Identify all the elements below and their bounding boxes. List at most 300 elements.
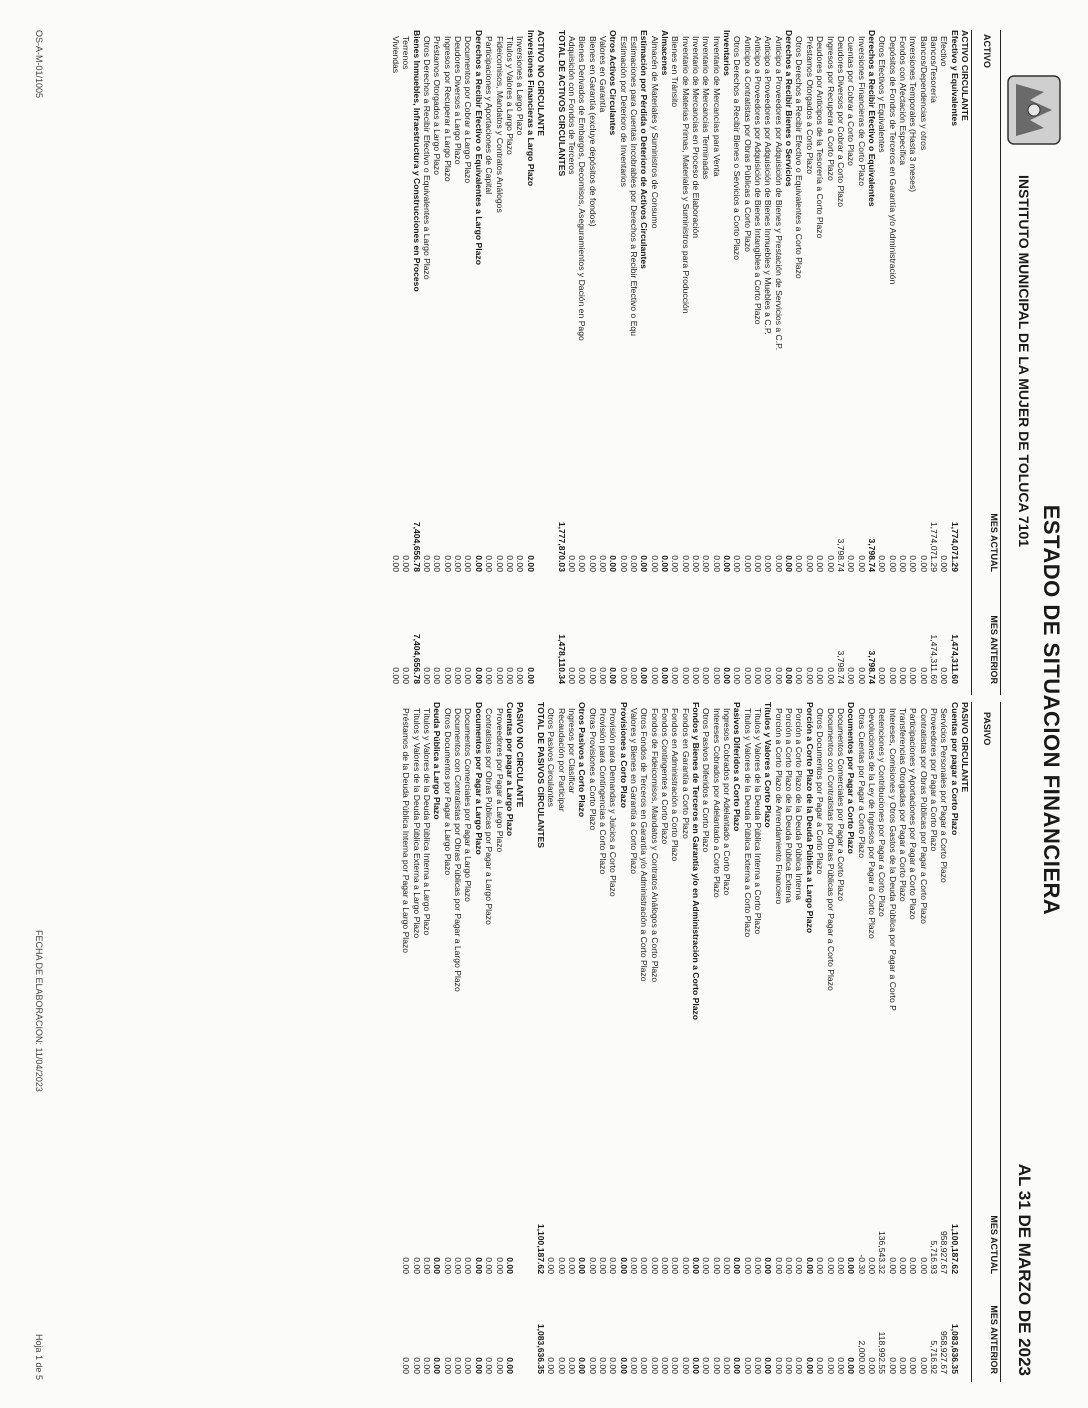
current-month-value: 0.00 — [939, 555, 950, 572]
previous-month-value: 0.00 — [753, 667, 764, 684]
row-label: Otros Derechos a Recibir Efectivo o Equivalentes a Largo Plazo — [422, 36, 433, 280]
asset-row — [422, 30, 432, 695]
row-label: Títulos y Valores a Largo Plazo — [504, 36, 515, 155]
current-month-value: 0.00 — [866, 1257, 877, 1274]
assets-previous-month-header: MES ANTERIOR — [989, 615, 999, 684]
liability-row — [939, 702, 949, 1382]
current-month-value: 0.00 — [732, 1257, 743, 1274]
row-label: Otros Derechos a Recibir Bienes o Servicios a Corto Plazo — [732, 36, 743, 261]
current-month-value: 0.00 — [877, 555, 888, 572]
previous-month-value: 0.00 — [484, 667, 495, 684]
previous-month-value: 0.00 — [794, 667, 805, 684]
asset-row — [494, 30, 504, 695]
previous-month-value: 0.00 — [546, 1357, 557, 1374]
previous-month-value: 0.00 — [660, 1357, 671, 1374]
row-label: Devoluciones de la Ley de Ingresos por Pagar a Corto Plazo — [866, 708, 877, 939]
row-label: Porción a Corto Plazo de Arrendamiento Financiero — [773, 708, 784, 905]
current-month-value: 0.00 — [680, 555, 691, 572]
liability-row — [805, 702, 815, 1382]
current-month-value: 0.00 — [473, 1257, 484, 1274]
previous-month-value: 0.00 — [401, 667, 412, 684]
previous-month-value: 1,083,636.35 — [949, 1323, 960, 1374]
previous-month-value: 3,798.74 — [835, 650, 846, 684]
row-label: Estimación por Deterioro de Inventarios — [618, 36, 629, 187]
asset-row — [670, 30, 680, 695]
current-month-value: 0.00 — [908, 1257, 919, 1274]
liabilities-previous-month-header: MES ANTERIOR — [989, 1305, 999, 1374]
assets-header — [971, 30, 1001, 695]
asset-row — [546, 30, 556, 695]
previous-month-value: 0.00 — [504, 667, 515, 684]
current-month-value: 0.00 — [825, 555, 836, 572]
row-label: Documentos por Pagar a Corto Plazo — [846, 702, 857, 854]
row-label: Ingresos Cobrados por Adelantado a Corto Plazo — [722, 708, 733, 896]
liability-row — [732, 702, 742, 1382]
row-label: Otras Cuentas por Pagar a Corto Plazo — [856, 708, 867, 858]
previous-month-value: 0.00 — [866, 1357, 877, 1374]
liability-row — [691, 702, 701, 1382]
liability-row — [453, 702, 463, 1382]
previous-month-value: 0.00 — [887, 667, 898, 684]
row-label: Ingresos por Clasificar — [566, 708, 577, 794]
row-label: Proveedores por Pagar a Corto Plazo — [928, 708, 939, 852]
current-month-value: 7,404,656.78 — [411, 521, 422, 572]
previous-month-value: 0.00 — [804, 667, 815, 684]
current-month-value: 0.00 — [597, 555, 608, 572]
liability-row — [929, 702, 939, 1382]
row-label: Provisión para Contingencias a Corto Plazo — [597, 708, 608, 875]
previous-month-value: 0.00 — [566, 667, 577, 684]
liability-row — [411, 702, 421, 1382]
liability-row — [742, 702, 752, 1382]
current-month-value: 0.00 — [484, 555, 495, 572]
row-label: Fondos y Bienes de Terceros en Garantía y/o en Administración a Corto Plazo — [691, 702, 702, 1021]
row-label: Retenciones y Contribuciones por Pagar a Corto Plazo — [877, 708, 888, 917]
row-label: Derechos a Recibir Bienes o Servicios — [784, 30, 795, 187]
row-label: Fideicomisos, Mandatos y Contratos Análogos — [494, 36, 505, 213]
asset-row — [805, 30, 815, 695]
row-label: Otros Activos Circulantes — [608, 30, 619, 136]
previous-month-value: 1,478,110.34 — [556, 634, 567, 684]
row-label: Fondos Contingentes a Corto Plazo — [660, 708, 671, 845]
previous-month-value: 0.00 — [939, 667, 950, 684]
previous-month-value: 0.00 — [773, 1357, 784, 1374]
current-month-value: 0.00 — [422, 555, 433, 572]
elaboration-date: FECHA DE ELABORACION: 11/04/2023 — [34, 930, 44, 1092]
current-month-value: 0.00 — [742, 1257, 753, 1274]
previous-month-value: 0.00 — [556, 1357, 567, 1374]
asset-row — [639, 30, 649, 695]
asset-row — [660, 30, 670, 695]
asset-row — [877, 30, 887, 695]
current-month-value: 0.00 — [753, 555, 764, 572]
liability-row — [432, 702, 442, 1382]
liability-row — [846, 702, 856, 1382]
previous-month-value: 0.00 — [701, 1357, 712, 1374]
row-label: Contratistas por Obras Públicas por Pagar a Largo Plazo — [484, 708, 495, 925]
current-month-value: 3,798.74 — [835, 538, 846, 572]
liability-row — [494, 702, 504, 1382]
row-label: Bienes Inmuebles, Infraestructura y Construcciones en Proceso — [411, 30, 422, 292]
asset-row — [773, 30, 783, 695]
liability-row — [525, 702, 535, 1382]
previous-month-value: 0.00 — [773, 667, 784, 684]
liability-row — [536, 702, 546, 1382]
row-label: Préstamos de la Deuda Pública Interna por Pagar a Largo Plazo — [401, 708, 412, 954]
row-label: Títulos y Valores de la Deuda Pública Interna a Largo Plazo — [422, 708, 433, 936]
report-title: ESTADO DE SITUACION FINANCIERA — [1039, 504, 1064, 916]
liability-row — [794, 702, 804, 1382]
row-label: Valores y Bienes en Garantía a Corto Plazo — [629, 708, 639, 875]
row-label: Anticipo a Proveedores por Adquisición de Bienes Intangibles a Corto Plazo — [753, 36, 764, 325]
previous-month-value: 0.00 — [597, 667, 608, 684]
previous-month-value: 958,927.67 — [939, 1330, 950, 1374]
row-label: Otros Derechos a Recibir Efectivo o Equivalentes a Corto Plazo — [794, 36, 805, 279]
previous-month-value: 0.00 — [515, 667, 526, 684]
liability-row — [784, 702, 794, 1382]
current-month-value: 0.00 — [804, 1257, 815, 1274]
row-label: Deudores por Anticipos de la Tesorería a Corto Plazo — [815, 36, 826, 239]
current-month-value: 0.00 — [629, 555, 639, 572]
asset-row — [753, 30, 763, 695]
current-month-value: 0.00 — [566, 1257, 577, 1274]
row-label: Viviendas — [391, 36, 402, 74]
asset-row — [505, 30, 515, 695]
current-month-value: 0.00 — [608, 1257, 619, 1274]
asset-row — [453, 30, 463, 695]
previous-month-value: 1,474,311.60 — [949, 634, 960, 684]
asset-row — [701, 30, 711, 695]
previous-month-value: 0.00 — [784, 667, 795, 684]
asset-row — [411, 30, 421, 695]
row-label: Inversiones Financieras a Largo Plazo — [525, 30, 536, 187]
current-month-value: 1,100,187.62 — [949, 1223, 960, 1274]
previous-month-value: 0.00 — [918, 667, 929, 684]
asset-row — [432, 30, 442, 695]
asset-row — [567, 30, 577, 695]
current-month-value: 0.00 — [825, 1257, 836, 1274]
liability-row — [918, 702, 928, 1382]
row-label: Porción a Corto Plazo de la Deuda Pública a Largo Plazo — [804, 702, 815, 934]
current-month-value: 0.00 — [401, 555, 412, 572]
row-label: Proveedores por Pagar a Largo Plazo — [494, 708, 505, 853]
row-label: Fondos de Fideicomisos, Mandatos y Contratos Análogos a Corto Plazo — [649, 708, 660, 983]
row-label: Préstamos Otorgados a Largo Plazo — [432, 36, 443, 176]
asset-row — [463, 30, 473, 695]
asset-row — [536, 30, 546, 695]
asset-row — [846, 30, 856, 695]
row-label: Bienes en Garantía (excluye depósitos de fondos) — [587, 36, 598, 227]
assets-header-label: ACTIVO — [982, 34, 992, 69]
current-month-value: 1,774,071.29 — [928, 521, 939, 572]
asset-row — [763, 30, 773, 695]
current-month-value: 0.00 — [784, 1257, 795, 1274]
liabilities-header — [971, 702, 1001, 1382]
previous-month-value: 0.00 — [442, 1357, 453, 1374]
previous-month-value: 0.00 — [825, 667, 836, 684]
previous-month-value: 0.00 — [649, 1357, 660, 1374]
assets-current-month-header: MES ACTUAL — [989, 513, 999, 572]
current-month-value: 0.00 — [670, 555, 681, 572]
row-label: Títulos y Valores a Corto Plazo — [763, 702, 774, 828]
previous-month-value: 0.00 — [732, 667, 743, 684]
current-month-value: 0.00 — [391, 555, 402, 572]
current-month-value: 0.00 — [442, 1257, 453, 1274]
row-label: Participaciones y Aportaciones por Pagar a Corto Plazo — [908, 708, 919, 920]
current-month-value: 0.00 — [794, 1257, 805, 1274]
previous-month-value: 0.00 — [566, 1357, 577, 1374]
row-label: Derechos a Recibir Efectivo o Equivalentes a Largo Plazo — [473, 30, 484, 265]
asset-row — [898, 30, 908, 695]
asset-row — [711, 30, 721, 695]
row-label: Inversiones a Largo Plazo — [515, 36, 526, 136]
liability-row — [856, 702, 866, 1382]
row-label: Contratistas por Obras Públicas por Pagar a Corto Plazo — [918, 708, 929, 924]
form-code: OS-A-M-01/1005 — [34, 30, 44, 99]
liability-row — [949, 702, 959, 1382]
current-month-value: 0.00 — [794, 555, 805, 572]
row-label: Otros Efectivos y Equivalentes — [877, 36, 888, 153]
previous-month-value: 0.00 — [494, 1357, 505, 1374]
liabilities-header-label: PASIVO — [982, 712, 992, 746]
current-month-value: 0.00 — [691, 1257, 702, 1274]
previous-month-value: 0.00 — [784, 1357, 795, 1374]
asset-row — [794, 30, 804, 695]
previous-month-value: 0.00 — [587, 1357, 598, 1374]
asset-row — [474, 30, 484, 695]
row-label: Porción a Corto Plazo de la Deuda Pública Externa — [784, 708, 795, 903]
current-month-value: 0.00 — [835, 1257, 846, 1274]
current-month-value: 0.00 — [897, 1257, 908, 1274]
current-month-value: 0.00 — [453, 1257, 464, 1274]
asset-row — [887, 30, 897, 695]
current-month-value: 0.00 — [401, 1257, 412, 1274]
row-label: Efectivo — [939, 36, 950, 67]
current-month-value: 3,798.74 — [866, 538, 877, 572]
row-label: Fondos en Administración a Corto Plazo — [670, 708, 681, 862]
asset-row — [732, 30, 742, 695]
row-label: Cuentas por Cobrar a Corto Plazo — [846, 36, 857, 166]
row-label: Almacenes — [660, 30, 671, 76]
liability-row — [546, 702, 556, 1382]
assets-column — [391, 30, 970, 695]
previous-month-value: 0.00 — [577, 667, 588, 684]
current-month-value: 0.00 — [784, 555, 795, 572]
previous-month-value: 0.00 — [411, 1357, 422, 1374]
liabilities-current-month-header: MES ACTUAL — [989, 1215, 999, 1274]
current-month-value: 0.00 — [753, 1257, 764, 1274]
current-month-value: -0.30 — [856, 1254, 867, 1274]
row-label: Otras Provisiones a Corto Plazo — [587, 708, 598, 831]
row-label: Títulos y Valores de la Deuda Pública Interna a Corto Plazo — [753, 708, 764, 935]
liability-row — [515, 702, 525, 1382]
previous-month-value: 0.00 — [897, 667, 908, 684]
previous-month-value: 0.00 — [608, 667, 619, 684]
previous-month-value: 0.00 — [494, 667, 505, 684]
liability-row — [442, 702, 452, 1382]
row-label: Préstamos Otorgados a Corto Plazo — [804, 36, 815, 175]
row-label: Deuda Pública a Largo Plazo — [432, 702, 443, 820]
row-label: Adquisición con Fondos de Terceros — [566, 36, 577, 175]
previous-month-value: 0.00 — [629, 667, 639, 684]
asset-row — [929, 30, 939, 695]
current-month-value: 0.00 — [587, 1257, 598, 1274]
current-month-value: 0.00 — [566, 555, 577, 572]
current-month-value: 0.00 — [618, 555, 629, 572]
previous-month-value: 0.00 — [597, 1357, 608, 1374]
asset-row — [691, 30, 701, 695]
previous-month-value: 0.00 — [722, 667, 733, 684]
previous-month-value: 0.00 — [825, 1357, 836, 1374]
current-month-value: 0.00 — [453, 555, 464, 572]
previous-month-value: 0.00 — [639, 667, 650, 684]
row-label: Derechos a Recibir Efectivo o Equivalentes — [866, 30, 877, 207]
row-label: Documentos con Contratistas por Obras Públicas por Pagar a Largo Plazo — [453, 708, 464, 992]
liability-row — [887, 702, 897, 1382]
current-month-value: 136,543.32 — [877, 1230, 888, 1274]
row-label: Estimación por Pérdida o Deterioro de Activos Circulantes — [639, 30, 650, 269]
current-month-value: 0.00 — [742, 555, 753, 572]
current-month-value: 0.00 — [680, 1257, 691, 1274]
previous-month-value: 0.00 — [577, 1357, 588, 1374]
previous-month-value: 0.00 — [422, 667, 433, 684]
row-label: Otros Pasivos Diferidos a Corto Plazo — [701, 708, 712, 853]
current-month-value: 0.00 — [494, 1257, 505, 1274]
current-month-value: 0.00 — [504, 1257, 515, 1274]
row-label: Bienes Derivados de Embargos, Decomisos, Aseguramientos y Dación en Pago — [577, 36, 588, 341]
asset-row — [598, 30, 608, 695]
current-month-value: 0.00 — [711, 1257, 722, 1274]
previous-month-value: 0.00 — [763, 667, 774, 684]
current-month-value: 0.00 — [815, 555, 826, 572]
previous-month-value: 0.00 — [463, 1357, 474, 1374]
previous-month-value: 0.00 — [670, 667, 681, 684]
row-label: Cuentas por pagar a Corto Plazo — [949, 702, 960, 836]
previous-month-value: 0.00 — [629, 1357, 639, 1374]
previous-month-value: 0.00 — [794, 1357, 805, 1374]
liability-row — [401, 702, 411, 1382]
previous-month-value: 0.00 — [846, 667, 857, 684]
previous-month-value: 0.00 — [680, 1357, 691, 1374]
current-month-value: 0.00 — [649, 555, 660, 572]
asset-row — [836, 30, 846, 695]
asset-row — [939, 30, 949, 695]
liability-row — [639, 702, 649, 1382]
previous-month-value: 0.00 — [391, 667, 402, 684]
row-label: Inventario de Mercancías para Venta — [711, 36, 722, 177]
row-label: Valores en Garantía — [597, 36, 608, 113]
current-month-value: 0.00 — [670, 1257, 681, 1274]
liability-row — [908, 702, 918, 1382]
liability-row — [960, 702, 970, 1382]
previous-month-value: 0.00 — [732, 1357, 743, 1374]
liability-row — [463, 702, 473, 1382]
current-month-value: 0.00 — [515, 555, 526, 572]
current-month-value: 0.00 — [908, 555, 919, 572]
row-label: Otros Documentos por Pagar a Corto Plazo — [815, 708, 826, 875]
previous-month-value: 0.00 — [442, 667, 453, 684]
current-month-value: 0.00 — [484, 1257, 495, 1274]
previous-month-value: 0.00 — [484, 1357, 495, 1374]
current-month-value: 0.00 — [660, 1257, 671, 1274]
asset-row — [918, 30, 928, 695]
row-label: Pasivos Diferidos a Corto Plazo — [732, 702, 743, 832]
previous-month-value: 1,083,636.35 — [535, 1323, 546, 1374]
asset-row — [742, 30, 752, 695]
current-month-value: 0.00 — [432, 555, 443, 572]
previous-month-value: 0.00 — [897, 1357, 908, 1374]
row-label: Estimaciones para Cuentas Incobrables por Derechos a Recibir Efectivo o Equ — [629, 36, 639, 336]
current-month-value: 0.00 — [773, 1257, 784, 1274]
asset-row — [722, 30, 732, 695]
row-label: Recaudación por Participar — [556, 708, 567, 812]
asset-row — [401, 30, 411, 695]
current-month-value: 958,927.67 — [939, 1230, 950, 1274]
previous-month-value: 0.00 — [432, 1357, 443, 1374]
current-month-value: 0.00 — [577, 555, 588, 572]
liability-row — [567, 702, 577, 1382]
row-label: PASIVO CIRCULANTE — [960, 702, 970, 793]
row-label: Transferencias Otorgadas por Pagar a Corto Plazo — [897, 708, 908, 902]
previous-month-value: 0.00 — [908, 1357, 919, 1374]
current-month-value: 0.00 — [618, 1257, 629, 1274]
liability-row — [660, 702, 670, 1382]
current-month-value: 0.00 — [691, 555, 702, 572]
asset-row — [867, 30, 877, 695]
row-label: Cuentas por pagar a Largo Plazo — [504, 702, 515, 837]
row-label: Otros Fondos de Terceros en Garantía y/o Administración a Corto Plazo — [639, 708, 650, 982]
previous-month-value: 0.00 — [432, 667, 443, 684]
current-month-value: 0.00 — [815, 1257, 826, 1274]
current-month-value: 0.00 — [629, 1257, 639, 1274]
row-label: Ingresos por Recuperar a Corto Plazo — [825, 36, 836, 181]
liability-row — [701, 702, 711, 1382]
current-month-value: 0.00 — [763, 1257, 774, 1274]
row-label: Inventarios — [722, 30, 733, 76]
liability-row — [484, 702, 494, 1382]
asset-row — [587, 30, 597, 695]
asset-row — [577, 30, 587, 695]
current-month-value: 0.00 — [846, 1257, 857, 1274]
row-label: Otros Pasivos Circulantes — [546, 708, 557, 807]
previous-month-value: 0.00 — [711, 667, 722, 684]
row-label: Efectivo y Equivalentes — [949, 30, 960, 126]
previous-month-value: 0.00 — [753, 1357, 764, 1374]
report-date: AL 31 DE MARZO DE 2023 — [1015, 1163, 1034, 1376]
previous-month-value: 0.00 — [401, 1357, 412, 1374]
asset-row — [442, 30, 452, 695]
previous-month-value: 7,404,656.78 — [411, 633, 422, 684]
previous-month-value: 0.00 — [804, 1357, 815, 1374]
row-label: Porción a Corto Plazo de la Deuda Pública Interna — [794, 708, 805, 901]
current-month-value: 0.00 — [887, 555, 898, 572]
asset-row — [949, 30, 959, 695]
previous-month-value: 118,992.55 — [877, 1331, 888, 1374]
row-label: Servicios Personales por Pagar a Corto Plazo — [939, 708, 950, 883]
previous-month-value: 0.00 — [877, 667, 888, 684]
row-label: Documentos con Contratistas por Obras Públicas por Pagar a Corto Plazo — [825, 708, 836, 991]
page-number: Hoja 1 de 5 — [34, 1333, 44, 1380]
current-month-value: 1,774,071.29 — [949, 521, 960, 572]
row-label: Documentos por Pagar a Largo Plazo — [473, 702, 484, 855]
liability-row — [680, 702, 690, 1382]
liability-row — [722, 702, 732, 1382]
row-label: Intereses, Comisiones y Otros Gastos de la Deuda Pública por Pagar a Corto P — [887, 708, 898, 1011]
asset-row — [908, 30, 918, 695]
row-label: Anticipo a Proveedores por Adquisición de Bienes Inmuebles y Muebles a C.P. — [763, 36, 774, 335]
previous-month-value: 0.00 — [908, 667, 919, 684]
current-month-value: 0.00 — [473, 555, 484, 572]
